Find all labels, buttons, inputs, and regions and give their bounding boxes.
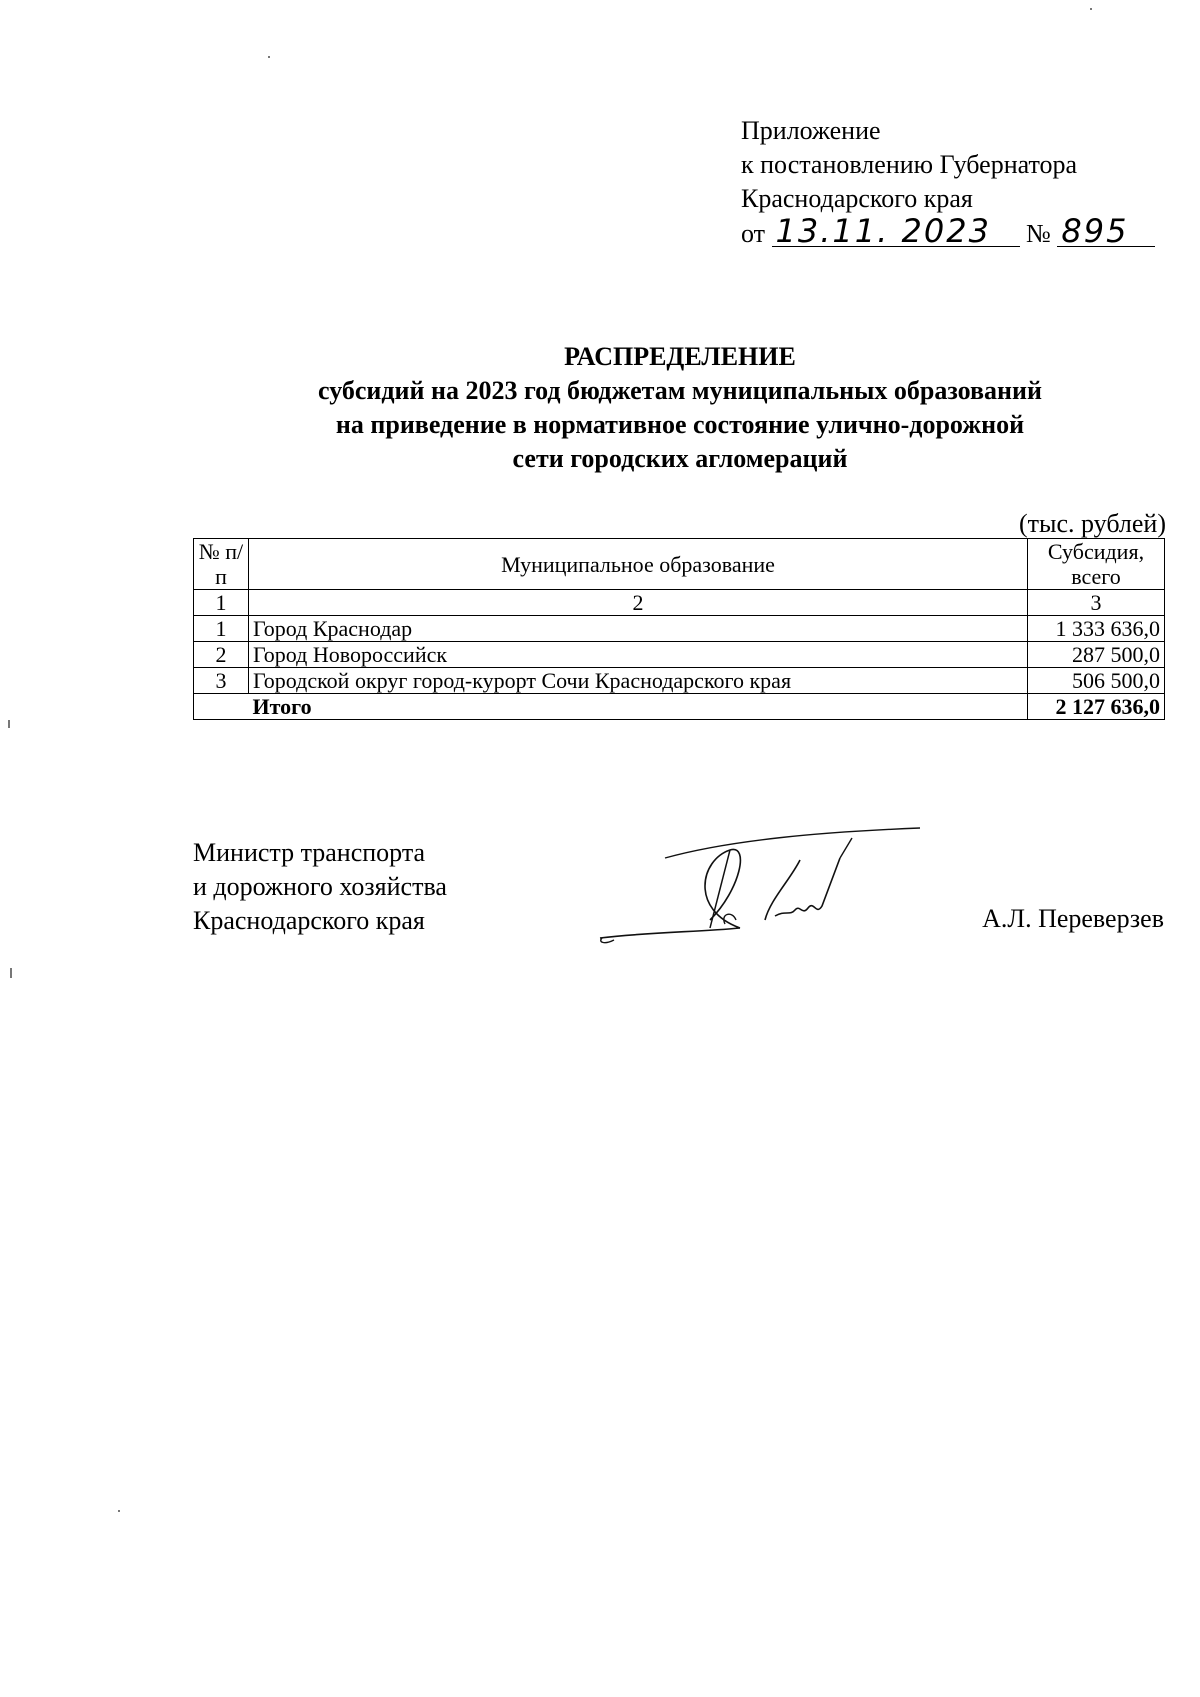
title-line3: на приведение в нормативное состояние улично-дорожной xyxy=(335,410,1025,439)
subsidy-table xyxy=(193,538,1165,720)
appendix-block xyxy=(741,114,1155,251)
row-sum: 287 500,0 xyxy=(1028,642,1165,668)
row-num: 2 xyxy=(194,642,249,668)
row-sum: 1 333 636,0 xyxy=(1028,616,1165,642)
units-label: (тыс. рублей) xyxy=(1018,509,1166,538)
total-label: Итого xyxy=(249,694,1028,720)
number-prefix: № xyxy=(1026,219,1051,248)
signatory-name: А.Л. Переверзев xyxy=(982,904,1164,933)
appendix-line3: Краснодарского края xyxy=(741,184,973,213)
scan-speck xyxy=(10,968,12,978)
title-line1: РАСПРЕДЕЛЕНИЕ xyxy=(564,342,796,371)
signatory-line1: Министр транспорта xyxy=(193,838,426,867)
scan-speck xyxy=(118,1510,120,1512)
table-header-row xyxy=(194,539,1165,590)
row-name: Город Краснодар xyxy=(249,616,1028,642)
table-row xyxy=(194,642,1165,668)
date-prefix: от xyxy=(741,219,766,248)
header-sum: Субсидия, всего xyxy=(1028,539,1165,590)
row-num: 1 xyxy=(194,616,249,642)
table-row xyxy=(194,616,1165,642)
table-index-row xyxy=(194,590,1165,616)
handwritten-number: 895 xyxy=(1057,216,1155,247)
header-name: Муниципальное образование xyxy=(249,539,1028,590)
signatory-line3: Краснодарского края xyxy=(193,906,425,935)
total-empty xyxy=(194,694,249,720)
scan-speck xyxy=(1090,8,1092,10)
appendix-date-line xyxy=(741,212,1155,251)
row-name: Городской округ город-курорт Сочи Краснодарского края xyxy=(249,668,1028,694)
appendix-line1: Приложение xyxy=(741,116,881,145)
handwritten-date: 13.11. 2023 xyxy=(772,216,1020,247)
index-c3: 3 xyxy=(1028,590,1165,616)
index-c2: 2 xyxy=(249,590,1028,616)
table-row xyxy=(194,668,1165,694)
total-sum: 2 127 636,0 xyxy=(1028,694,1165,720)
header-num: № п/п xyxy=(194,539,249,590)
signature-icon xyxy=(590,820,950,950)
signatory-title xyxy=(193,836,447,938)
row-sum: 506 500,0 xyxy=(1028,668,1165,694)
signatory-line2: и дорожного хозяйства xyxy=(193,872,447,901)
row-name: Город Новороссийск xyxy=(249,642,1028,668)
title-line2: субсидий на 2023 год бюджетам муниципальных образований xyxy=(318,376,1042,405)
table-total-row xyxy=(194,694,1165,720)
scan-speck xyxy=(268,56,270,58)
document-title xyxy=(200,340,1160,476)
row-num: 3 xyxy=(194,668,249,694)
index-c1: 1 xyxy=(194,590,249,616)
scan-speck xyxy=(8,720,10,728)
title-line4: сети городских агломераций xyxy=(512,444,848,473)
appendix-line2: к постановлению Губернатора xyxy=(741,150,1078,179)
